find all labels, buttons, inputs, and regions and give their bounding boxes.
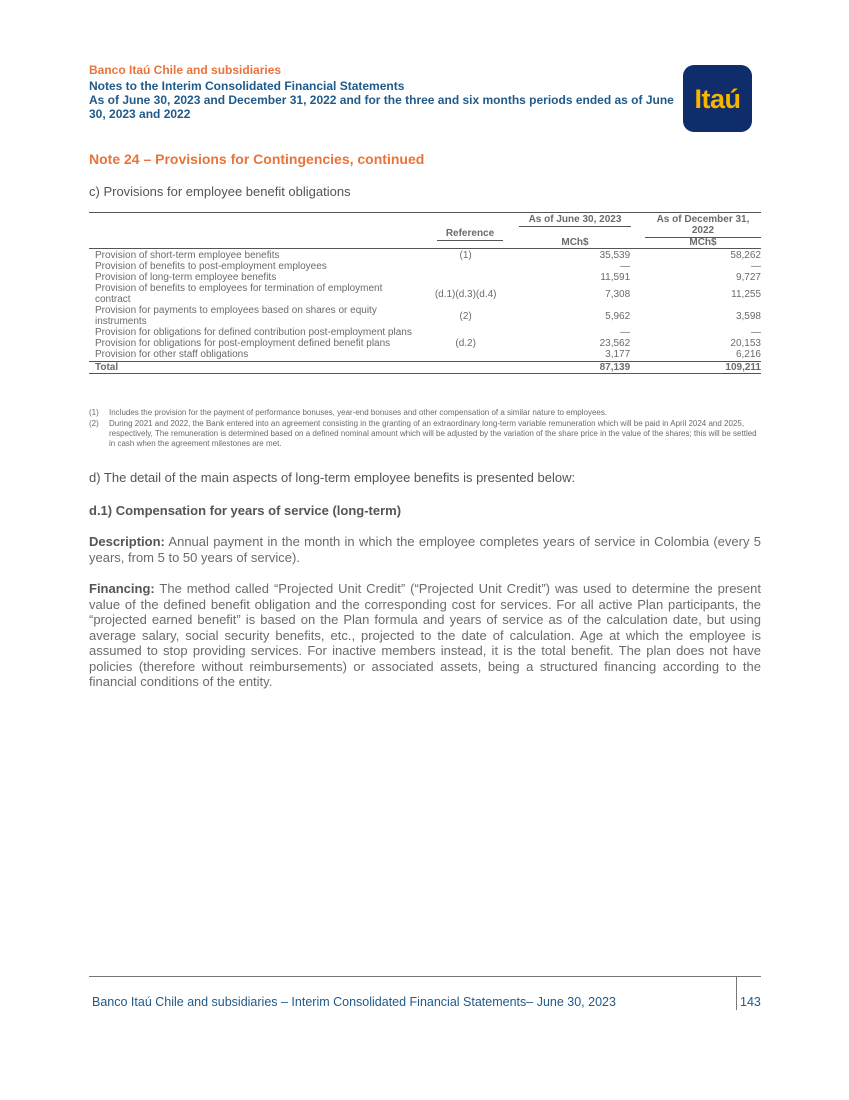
row-reference: (1)	[459, 250, 472, 261]
section-d-heading: d) The detail of the main aspects of long-term employee benefits is presented below:	[89, 470, 576, 485]
row-description: Provision of short-term employee benefits	[95, 250, 280, 261]
row-value-2022: 9,727	[735, 272, 761, 283]
unit-dec-2022: MCh$	[689, 237, 717, 248]
footnote-text: During 2021 and 2022, the Bank entered into an agreement consisting in the granting of an extraordinary long-term variable remuneration which will be paid in April 2024 and 2025, respectively, The remuneration is determined based on a defined nominal amount which will be adjusted by the variation of the share price in the value of the shares; this will be settled in cash when the agreement milestones are met.	[109, 419, 757, 448]
table-header-rule	[89, 248, 761, 249]
row-value-2022: 3,598	[735, 310, 761, 322]
table-row	[89, 283, 761, 305]
footnote-number: (1)	[89, 408, 99, 417]
table-row	[89, 349, 761, 360]
total-label: Total	[95, 362, 119, 373]
description-paragraph	[89, 534, 761, 565]
document-title-line1: Notes to the Interim Consolidated Financial Statements	[89, 79, 405, 93]
row-value-2023: —	[620, 261, 631, 272]
col-header-dec-2022: As of December 31, 2022	[645, 214, 761, 238]
footer-text: Banco Itaú Chile and subsidiaries – Interim Consolidated Financial Statements– June 30, 2023	[92, 995, 616, 1009]
footnote-1	[89, 408, 761, 418]
row-value-2023: 7,308	[605, 288, 631, 300]
row-description: Provision for obligations for post-employment defined benefit plans	[95, 338, 391, 349]
row-reference: (d.2)	[455, 338, 476, 349]
row-description: Provision for payments to employees based on shares or equity instruments	[95, 305, 377, 327]
row-value-2022: 6,216	[735, 349, 761, 360]
row-description: Provision of benefits to employees for termination of employment contract	[95, 283, 383, 305]
itau-logo	[683, 65, 752, 132]
row-value-2022: —	[751, 261, 761, 272]
table-top-rule	[89, 212, 761, 213]
table-row	[89, 272, 761, 283]
row-value-2022: —	[751, 327, 761, 338]
table-row	[89, 338, 761, 349]
financing-text: The method called “Projected Unit Credit” (“Projected Unit Credit”) was used to determine the present value of the defined benefit obligation and the corresponding cost for services. For all active Plan participants, the “projected earned benefit” is based on the Plan formula and years of service as of the calculation date, but using average salary, social security benefits, etc., projected to the date of calculation. Age at which the employee is assumed to stop providing services. For inactive members instead, it is the total benefit. The plan does not have policies (therefore without reimbursements) or associated assets, being a structured financing according to the financial conditions of the entity.	[89, 581, 761, 689]
financing-label: Financing:	[89, 581, 155, 596]
row-description: Provision of long-term employee benefits	[95, 272, 277, 283]
total-value-2023: 87,139	[599, 362, 631, 373]
row-value-2022: 58,262	[730, 250, 761, 261]
document-title	[89, 79, 679, 121]
row-reference: (2)	[459, 310, 472, 322]
total-value-2022: 109,211	[725, 362, 761, 373]
description-text: Annual payment in the month in which the employee completes years of service in Colombia (every 5 years, from 5 to 50 years of service).	[89, 534, 761, 565]
row-reference: (d.1)(d.3)(d.4)	[434, 288, 497, 300]
description-label: Description:	[89, 534, 165, 549]
row-value-2023: 5,962	[605, 310, 631, 322]
row-value-2023: 3,177	[605, 349, 631, 360]
footnote-2	[89, 419, 761, 449]
itau-logo-text: Itaú	[694, 84, 741, 114]
footnote-number: (2)	[89, 419, 99, 428]
footer-rule	[89, 976, 761, 977]
unit-june-2023: MCh$	[561, 237, 589, 248]
footnote-text: Includes the provision for the payment of performance bonuses, year-end bonuses and other compensation of a similar nature to employees.	[109, 408, 608, 417]
row-value-2022: 20,153	[730, 338, 761, 349]
table-body	[89, 250, 761, 374]
row-description: Provision for obligations for defined contribution post-employment plans	[95, 327, 412, 338]
section-c-heading: c) Provisions for employee benefit obligations	[89, 184, 351, 199]
footer-divider	[736, 976, 737, 1010]
page-number: 143	[740, 995, 761, 1009]
table-row	[89, 250, 761, 261]
row-value-2023: 35,539	[599, 250, 631, 261]
row-description: Provision for other staff obligations	[95, 349, 249, 360]
row-value-2023: 23,562	[599, 338, 631, 349]
row-value-2023: —	[620, 327, 631, 338]
note-title: Note 24 – Provisions for Contingencies, continued	[89, 151, 425, 167]
table-row	[89, 261, 761, 272]
row-value-2023: 11,591	[600, 272, 631, 283]
company-name: Banco Itaú Chile and subsidiaries	[89, 63, 282, 77]
table-total-row	[89, 361, 761, 374]
table-row	[89, 305, 761, 327]
col-header-reference: Reference	[437, 228, 503, 241]
table-row	[89, 327, 761, 338]
row-description: Provision of benefits to post-employment employees	[95, 261, 327, 272]
document-title-line2: As of June 30, 2023 and December 31, 2022 and for the three and six months periods ended as of June 30, 2023 and 2022	[89, 93, 674, 121]
row-value-2022: 11,255	[731, 288, 761, 300]
financing-paragraph	[89, 581, 761, 690]
subsection-d1-heading: d.1) Compensation for years of service (long-term)	[89, 503, 402, 518]
col-header-june-2023: As of June 30, 2023	[519, 214, 631, 227]
